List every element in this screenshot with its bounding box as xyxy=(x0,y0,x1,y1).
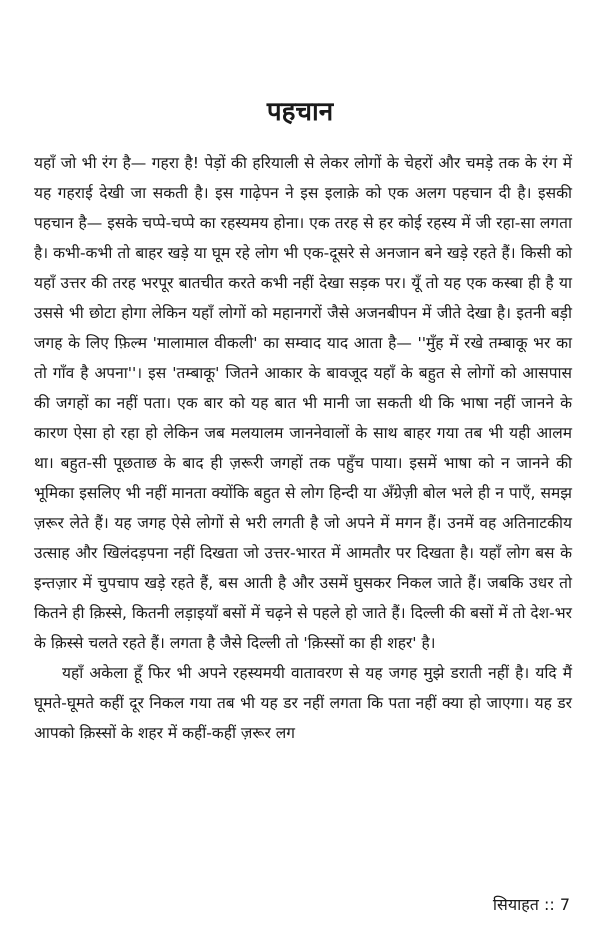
paragraph: यहाँ जो भी रंग है— गहरा है! पेड़ों की हरियाली से लेकर लोगों के चेहरों और चमड़े तक के रंग में यह गहराई देखी जा सकती है। इस गाढ़ेपन ने इस इलाक़े को एक अलग पहचान दी है। इसकी पहचान है— इसके चप्पे-चप्पे का रहस्यमय होना। एक तरह से हर कोई रहस्य में जी रहा-सा लगता है। कभी-कभी तो बाहर खड़े या घूम रहे लोग भी एक-दूसरे से अनजान बने खड़े रहते हैं। किसी को यहाँ उत्तर की तरह भरपूर बातचीत करते कभी नहीं देखा सड़क पर। यूँ तो यह एक कस्बा ही है या उससे भी छोटा होगा लेकिन यहाँ लोगों को महानगरों जैसे अजनबीपन में जीते देखा है। इतनी बड़ी जगह के लिए फ़िल्म 'मालामाल वीकली' का सम्वाद याद आता है— ''मुँह में रखे तम्बाकू भर का तो गाँव है अपना''। इस 'तम्बाकू' जितने आकार के बावजूद यहाँ के बहुत से लोगों को आसपास की जगहों का नहीं पता। एक बार को यह बात भी मानी जा सकती थी कि भाषा नहीं जानने के कारण ऐसा हो रहा हो लेकिन जब मलयालम जाननेवालों के साथ बाहर गया तब भी यही आलम था। बहुत-सी पूछताछ के बाद ही ज़रूरी जगहों तक पहुँच पाया। इसमें भाषा को न जानने की भूमिका इसलिए भी नहीं मानता क्योंकि बहुत से लोग हिन्दी या अँग्रेज़ी बोल भले ही न पाएँ, समझ ज़रूर लेते हैं। यह जगह ऐसे लोगों से भरी लगती है जो अपने में मगन हैं। उनमें वह अतिनाटकीय उत्साह और खिलंदड़पना नहीं दिखता जो उत्तर-भारत में आमतौर पर दिखता है। यहाँ लोग बस के इन्तज़ार में चुपचाप खड़े रहते हैं, बस आती है और उसमें घुसकर निकल जाते हैं। जबकि उधर तो कितने ही क़िस्से, कितनी लड़ाइयाँ बसों में चढ़ने से पहले हो जाते हैं। दिल्ली की बसों में तो देश-भर के क़िस्से चलते रहते हैं। लगता है जैसे दिल्ली तो 'क़िस्सों का ही शहर' है। xyxy=(34,154,572,652)
chapter-body xyxy=(34,148,572,748)
chapter-title: पहचान xyxy=(266,97,334,128)
paragraph: यहाँ अकेला हूँ फिर भी अपने रहस्यमयी वातावरण से यह जगह मुझे डराती नहीं है। यदि मैं घूमते-घूमते कहीं दूर निकल गया तब भी यह डर नहीं लगता कि पता नहीं क्या हो जाएगा। यह डर आपको क़िस्सों के शहर में कहीं-कहीं ज़रूर लग xyxy=(34,664,572,742)
page-footer: सियाहत :: 7 xyxy=(492,895,570,914)
